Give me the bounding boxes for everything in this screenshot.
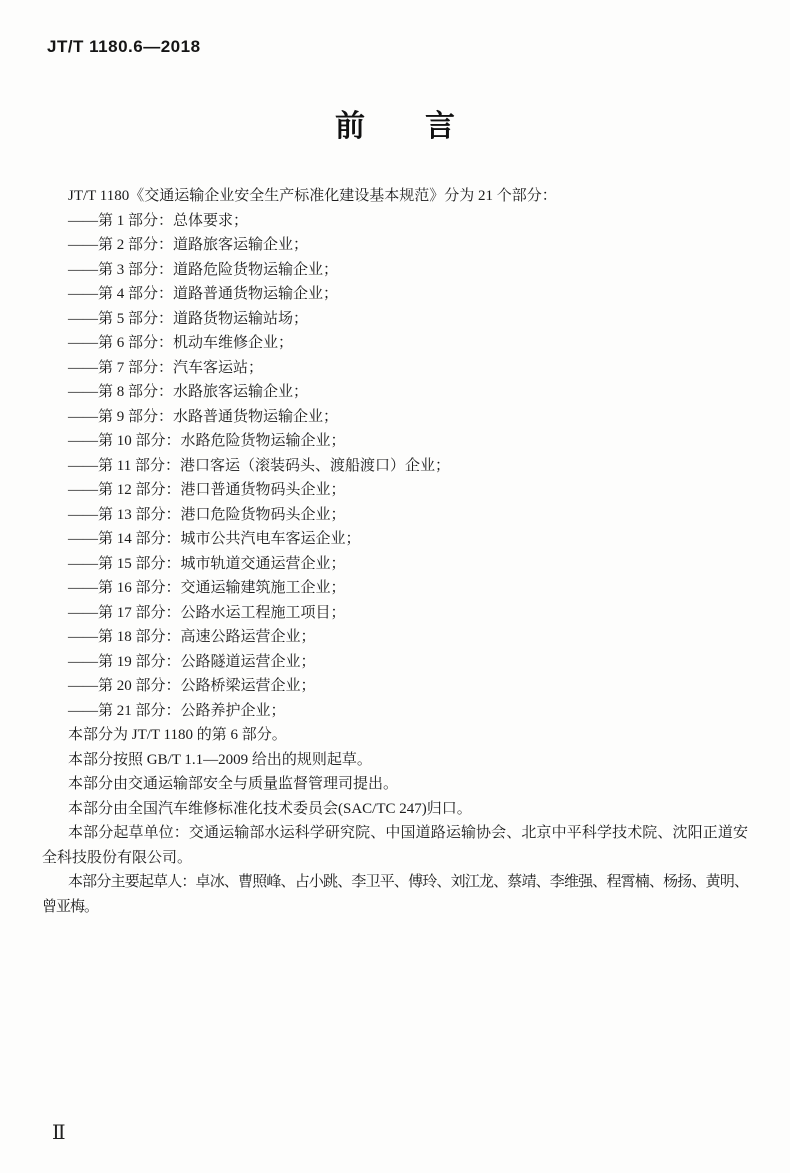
- part-list-item: ——第 3 部分：道路危险货物运输企业；: [68, 261, 339, 278]
- drafting-units-statement: 本部分起草单位：交通运输部水运科学研究院、中国道路运输协会、北京中平科学技术院、沈阳正道安全科技股份有限公司。: [42, 825, 748, 866]
- part-list-item: ——第 4 部分：道路普通货物运输企业；: [68, 286, 339, 302]
- part-list-item: ——第 18 部分：高速公路运营企业；: [68, 629, 316, 645]
- part-list-item: ——第 11 部分：港口客运（滚装码头、渡船渡口）企业；: [68, 457, 450, 474]
- foreword-intro: JT/T 1180《交通运输企业安全生产标准化建设基本规范》分为 21 个部分：: [68, 188, 557, 204]
- page-title: 前 言: [335, 110, 455, 143]
- part-list-item: ——第 17 部分：公路水运工程施工项目；: [68, 604, 346, 621]
- drafting-rule-statement: 本部分按照 GB/T 1.1—2009 给出的规则起草。: [68, 751, 372, 768]
- foreword-body: [42, 184, 748, 919]
- part-list-item: ——第 16 部分：交通运输建筑施工企业；: [68, 580, 346, 596]
- standard-number: JT/T 1180.6—2018: [47, 37, 201, 56]
- part-list-item: ——第 19 部分：公路隧道运营企业；: [68, 653, 316, 670]
- part-list-item: ——第 2 部分：道路旅客运输企业；: [68, 237, 309, 253]
- part-list-item: ——第 12 部分：港口普通货物码头企业；: [68, 482, 346, 498]
- drafters-statement: 本部分主要起草人：卓冰、曹照峰、占小跳、李卫平、傅玲、刘江龙、蔡靖、李维强、程霄楠、杨扬、黄明、曾亚梅。: [42, 874, 748, 915]
- part-list-item: ——第 20 部分：公路桥梁运营企业；: [68, 678, 316, 694]
- part-list-item: ——第 9 部分：水路普通货物运输企业；: [68, 408, 339, 425]
- parts-list: [42, 209, 748, 724]
- part-list-item: ——第 1 部分：总体要求；: [68, 212, 249, 229]
- part-list-item: ——第 5 部分：道路货物运输站场；: [68, 310, 309, 327]
- part-list-item: ——第 14 部分：城市公共汽电车客运企业；: [68, 531, 361, 547]
- page-number: Ⅱ: [52, 1122, 66, 1144]
- part-list-item: ——第 7 部分：汽车客运站；: [68, 359, 264, 376]
- part-list-item: ——第 15 部分：城市轨道交通运营企业；: [68, 555, 346, 572]
- part-list-item: ——第 10 部分：水路危险货物运输企业；: [68, 433, 346, 449]
- part-list-item: ——第 6 部分：机动车维修企业；: [68, 335, 294, 351]
- centralized-by-statement: 本部分由全国汽车维修标准化技术委员会(SAC/TC 247)归口。: [68, 800, 472, 817]
- proposed-by-statement: 本部分由交通运输部安全与质量监督管理司提出。: [68, 776, 399, 792]
- part-list-item: ——第 8 部分：水路旅客运输企业；: [68, 384, 309, 400]
- part-statement: 本部分为 JT/T 1180 的第 6 部分。: [68, 727, 287, 743]
- part-list-item: ——第 13 部分：港口危险货物码头企业；: [68, 506, 346, 523]
- part-list-item: ——第 21 部分：公路养护企业；: [68, 702, 286, 719]
